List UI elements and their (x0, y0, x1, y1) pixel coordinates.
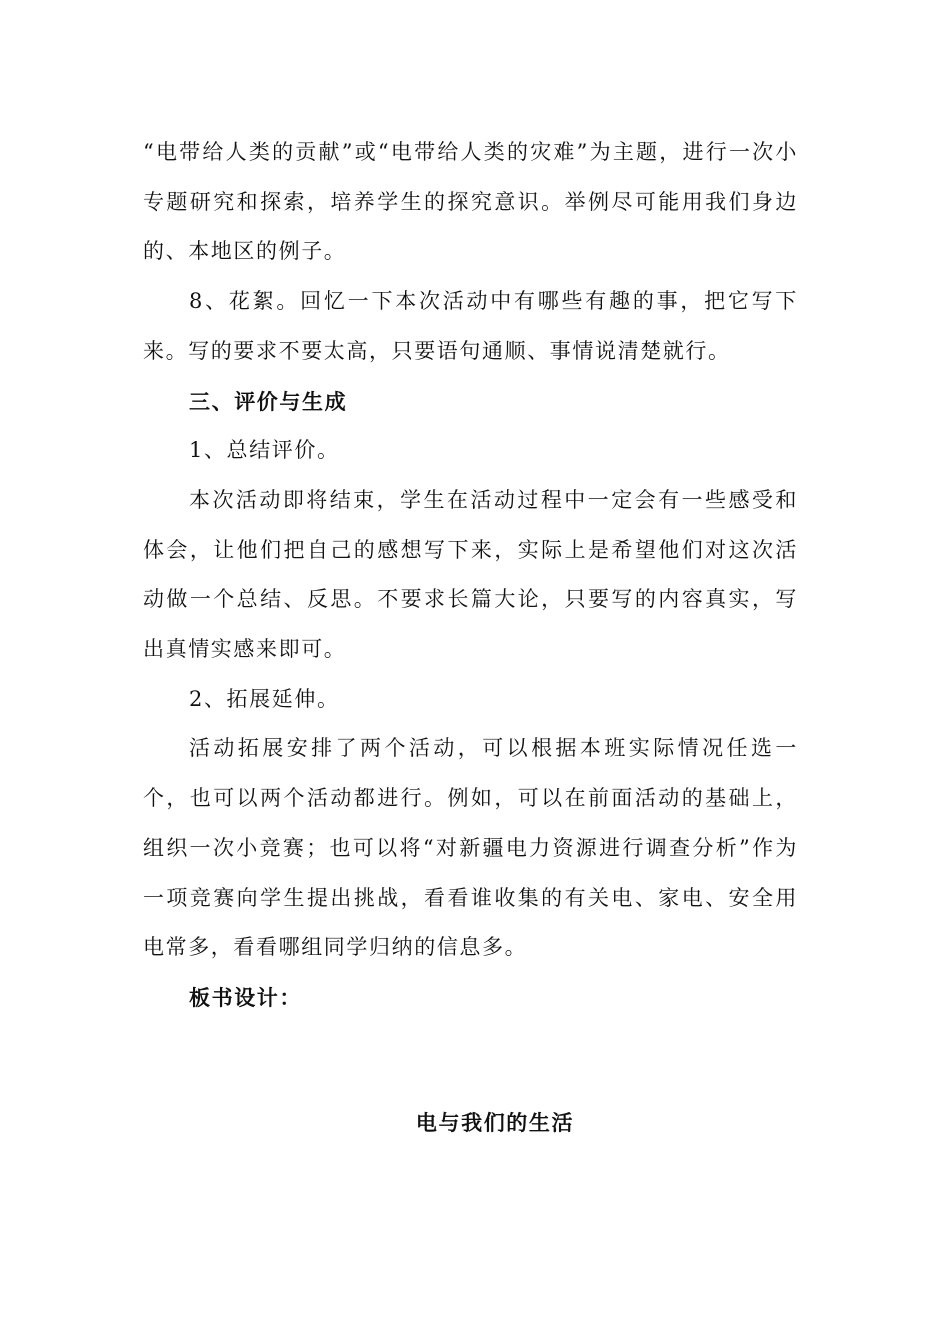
paragraph-topic-research: “电带给人类的贡献”或“电带给人类的灾难”为主题，进行一次小专题研究和探索，培养学生的探究意识。举例尽可能用我们身边的、本地区的例子。 (143, 140, 798, 264)
paragraph-extension: 活动拓展安排了两个活动，可以根据本班实际情况任选一个，也可以两个活动都进行。例如，可以在前面活动的基础上，组织一次小竞赛；也可以将“对新疆电力资源进行调查分析”作为一项竞赛向学生提出挑战，看看谁收集的有关电、家电、安全用电常多，看看哪组同学归纳的信息多。 (143, 736, 798, 960)
subheading-extension: 2、拓展延伸。 (189, 686, 340, 711)
section-heading-evaluation: 三、评价与生成 (189, 388, 348, 414)
document-body (143, 128, 798, 1023)
board-design-title: 电与我们的生活 (415, 1110, 575, 1135)
paragraph-summary: 本次活动即将结束，学生在活动过程中一定会有一些感受和体会，让他们把自己的感想写下来，实际上是希望他们对这次活动做一个总结、反思。不要求长篇大论，只要写的内容真实，写出真情实感来即可。 (143, 487, 798, 662)
subheading-summary-evaluation: 1、总结评价。 (189, 438, 340, 463)
paragraph-highlights: 8、花絮。回忆一下本次活动中有哪些有趣的事，把它写下来。写的要求不要太高，只要语句通顺、事情说清楚就行。 (143, 289, 798, 363)
board-design-label: 板书设计： (189, 984, 302, 1010)
